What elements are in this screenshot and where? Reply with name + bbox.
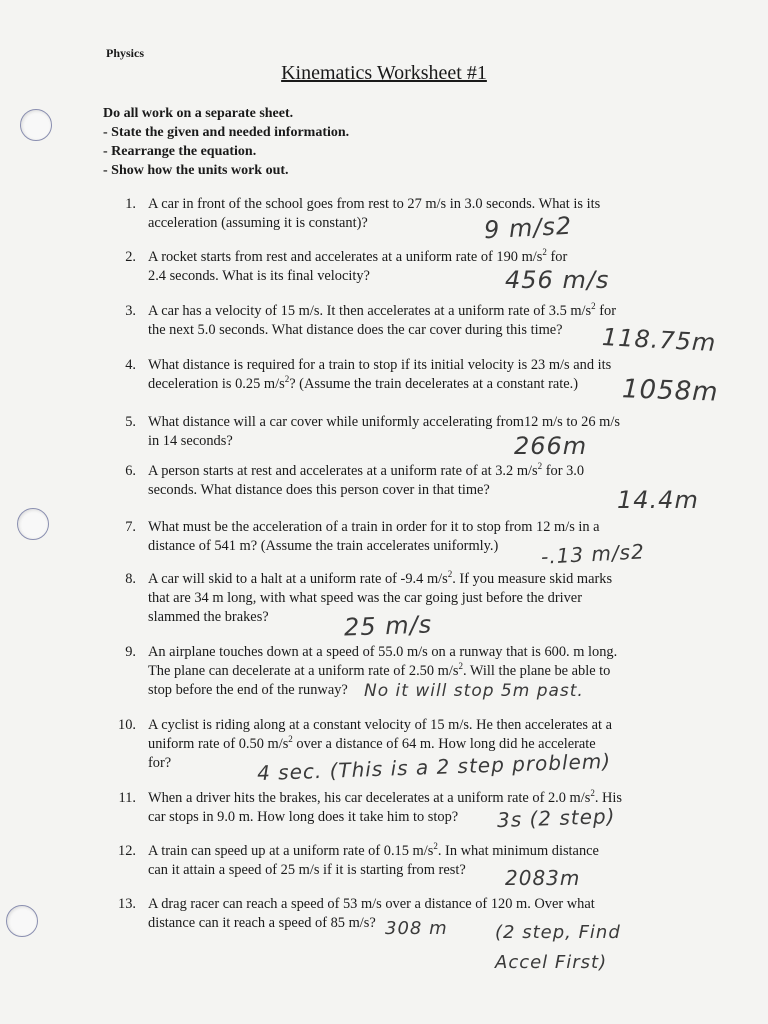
answer-5: 266m [514,432,588,460]
answer-6: 14.4m [617,486,699,514]
instruction-line: Do all work on a separate sheet. [103,106,294,121]
answer-13: 308 m [385,918,448,939]
question-line: stop before the end of the runway? [148,682,348,698]
worksheet-title: Kinematics Worksheet #1 [281,62,487,84]
question-text [148,462,653,500]
question-number: 2. [125,249,136,265]
binder-hole-middle [17,508,49,540]
question-number: 7. [125,519,136,535]
instruction-line: - Rearrange the equation. [103,144,257,159]
answer-10: 4 sec. (This is a 2 step problem) [256,748,612,786]
question-line: can it attain a speed of 25 m/s if it is starting from rest? [148,862,466,878]
question-line: deceleration is 0.25 $m/s^2$? (Assume the train decelerates at a constant rate.) [148,374,579,392]
question-number: 5. [125,414,136,430]
answer-1: 9 m/s2 [483,211,573,245]
question-line: The plane can decelerate at a uniform rate of 2.50 $m/s^2$. Will the plane be able to [148,661,611,679]
question-text [148,302,653,340]
question-line: A person starts at rest and accelerates at a uniform rate of at 3.2 $m/s^2$ for 3.0 [148,461,585,479]
question-line: What distance will a car cover while uniformly accelerating from12 m/s to 26 m/s [148,414,620,430]
question-number: 6. [125,463,136,479]
question-number: 13. [118,896,136,912]
instruction-line: - State the given and needed information. [103,125,350,140]
question-number: 3. [125,303,136,319]
question-line: A train can speed up at a uniform rate of 0.15 $m/s^2$. In what minimum distance [148,841,599,859]
answer-9: No it will stop 5m past. [364,681,584,701]
question-number: 4. [125,357,136,373]
instructions [103,104,349,180]
question-line: in 14 seconds? [148,433,233,449]
answer-13-note: (2 step, Find Accel First) [495,922,621,973]
answer-4: 1058m [621,374,719,408]
question-line: seconds. What distance does this person cover in that time? [148,482,490,498]
answer-7: -.13 m/s2 [540,539,646,569]
question-number: 1. [125,196,136,212]
question-line: uniform rate of 0.50 $m/s^2$ over a distance of 64 m. How long did he accelerate [148,734,596,752]
question-line: What must be the acceleration of a train in order for it to stop from 12 m/s in a [148,519,600,535]
question-line: car stops in 9.0 m. How long does it take him to stop? [148,809,459,825]
question-line: for? [148,755,172,771]
question-number: 8. [125,571,136,587]
question-line: A rocket starts from rest and accelerates at a uniform rate of 190 $m/s^2$ for [148,247,568,265]
question-line: acceleration (assuming it is constant)? [148,215,368,231]
binder-hole-bottom [6,905,38,937]
question-number: 11. [118,790,136,806]
answer-11: 3s (2 step) [496,803,616,833]
question-number: 10. [118,717,136,733]
question-line: that are 34 m long, with what speed was the car going just before the driver [148,590,582,606]
question-line: A car will skid to a halt at a uniform rate of -9.4 $m/s^2$. If you measure skid marks [148,569,613,587]
binder-hole-top [20,109,52,141]
question-line: 2.4 seconds. What is its final velocity? [148,268,370,284]
question-number: 12. [118,843,136,859]
question-line: A drag racer can reach a speed of 53 m/s over a distance of 120 m. Over what [148,896,595,912]
question-text [148,356,653,394]
subject-label: Physics [106,46,145,60]
question-text [148,195,653,233]
question-line: distance of 541 m? (Assume the train accelerates uniformly.) [148,538,499,554]
instruction-line: - Show how the units work out. [103,163,289,178]
answer-8: 25 m/s [343,610,433,642]
question-line: An airplane touches down at a speed of 55.0 m/s on a runway that is 600. m long. [148,644,618,660]
question-line: slammed the brakes? [148,609,269,625]
answer-2: 456 m/s [505,266,610,294]
answer-12: 2083m [505,866,581,890]
question-line: When a driver hits the brakes, his car decelerates at a uniform rate of 2.0 $m/s^2$. His [148,788,623,806]
question-line: distance can it reach a speed of 85 m/s? [148,915,376,931]
question-line: A car in front of the school goes from rest to 27 m/s in 3.0 seconds. What is its [148,196,601,212]
answer-3: 118.75m [601,323,718,357]
question-line: the next 5.0 seconds. What distance does the car cover during this time? [148,322,563,338]
question-line: What distance is required for a train to stop if its initial velocity is 23 m/s and its [148,357,612,373]
question-line: A car has a velocity of 15 m/s. It then accelerates at a uniform rate of 3.5 $m/s^2$ for [148,301,617,319]
question-line: A cyclist is riding along at a constant velocity of 15 m/s. He then accelerates at a [148,717,612,733]
question-number: 9. [125,644,136,660]
